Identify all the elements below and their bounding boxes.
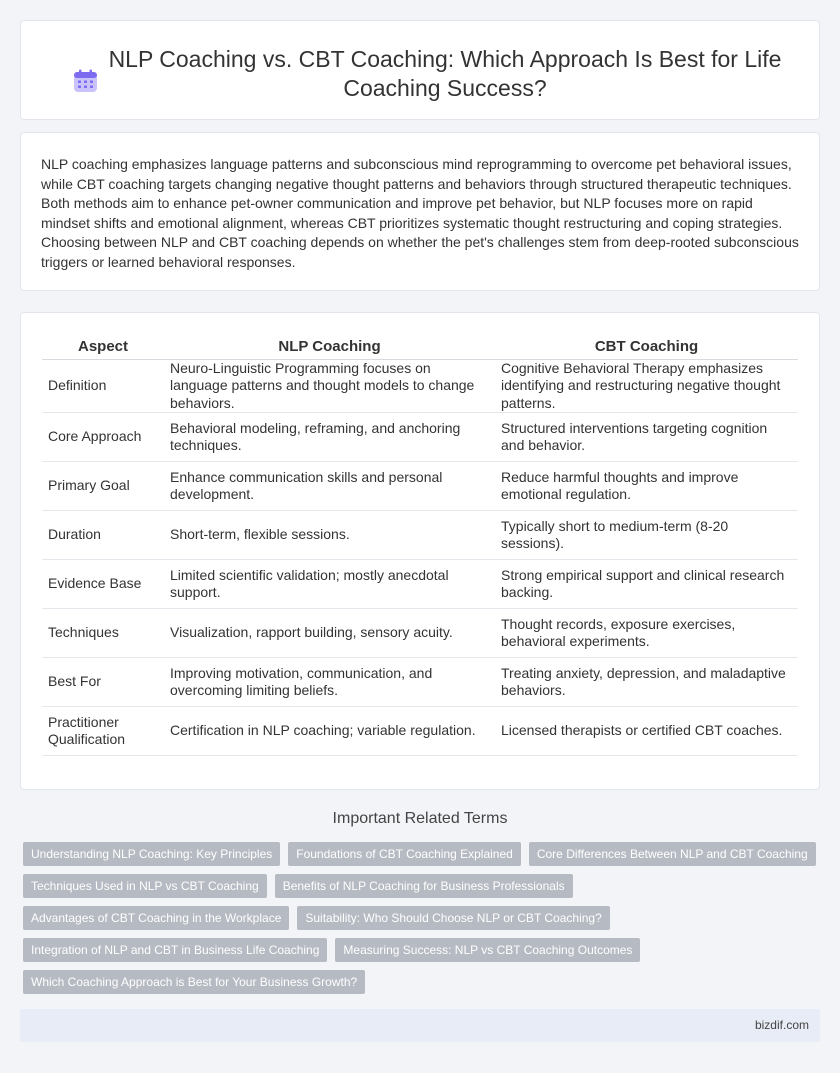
nlp-cell: Enhance communication skills and personal development. [164, 462, 495, 511]
intro-paragraph: NLP coaching emphasizes language patterns and subconscious mind reprogramming to overcome pet behavioral issues, while CBT coaching targets changing negative thought patterns and behaviors through structured therapeutic techniques. Both methods aim to enhance pet-owner communication and improve pet behavior, but NLP focuses more on rapid mindset shifts and emotional alignment, whereas CBT prioritizes systematic thought restructuring and coping strategies. Choosing between NLP and CBT coaching depends on whether the pet's challenges stem from deep-rooted subconscious triggers or learned behavioral responses. [41, 156, 799, 270]
table-row [42, 359, 798, 413]
aspect-cell: Practitioner Qualification [42, 707, 164, 756]
footer-site-link[interactable]: bizdif.com [754, 1018, 809, 1032]
nlp-cell: Behavioral modeling, reframing, and anchoring techniques. [164, 413, 495, 462]
comparison-table-card [20, 312, 820, 790]
related-terms-list [23, 842, 823, 1002]
cbt-cell: Reduce harmful thoughts and improve emotional regulation. [495, 462, 798, 511]
footer [20, 1009, 820, 1042]
table-row [42, 511, 798, 560]
related-term-link[interactable]: Core Differences Between NLP and CBT Coaching [529, 842, 816, 866]
nlp-cell: Neuro-Linguistic Programming focuses on language patterns and thought models to change behaviors. [164, 359, 495, 413]
related-terms-heading: Important Related Terms [332, 810, 508, 827]
table-row [42, 462, 798, 511]
table-row [42, 413, 798, 462]
related-term-link[interactable]: Advantages of CBT Coaching in the Workplace [23, 906, 289, 930]
table-row [42, 658, 798, 707]
table-row [42, 609, 798, 658]
intro-card [20, 132, 820, 291]
cbt-cell: Structured interventions targeting cognition and behavior. [495, 413, 798, 462]
nlp-cell: Visualization, rapport building, sensory acuity. [164, 609, 495, 658]
related-term-link[interactable]: Which Coaching Approach is Best for Your Business Growth? [23, 970, 365, 994]
column-header-aspect: Aspect [42, 333, 164, 359]
related-term-link[interactable]: Suitability: Who Should Choose NLP or CBT Coaching? [297, 906, 609, 930]
nlp-cell: Short-term, flexible sessions. [164, 511, 495, 560]
aspect-cell: Evidence Base [42, 560, 164, 609]
table-row [42, 560, 798, 609]
related-term-link[interactable]: Understanding NLP Coaching: Key Principles [23, 842, 280, 866]
aspect-cell: Duration [42, 511, 164, 560]
cbt-cell: Typically short to medium-term (8-20 sessions). [495, 511, 798, 560]
table-row [42, 707, 798, 756]
related-term-link[interactable]: Benefits of NLP Coaching for Business Professionals [275, 874, 573, 898]
page-title: NLP Coaching vs. CBT Coaching: Which Approach Is Best for Life Coaching Success? [108, 46, 782, 101]
column-header-nlp: NLP Coaching [164, 333, 495, 359]
nlp-cell: Improving motivation, communication, and overcoming limiting beliefs. [164, 658, 495, 707]
nlp-cell: Limited scientific validation; mostly anecdotal support. [164, 560, 495, 609]
column-header-cbt: CBT Coaching [495, 333, 798, 359]
table-header-row [42, 333, 798, 359]
comparison-table [42, 333, 798, 756]
header-card [20, 20, 820, 120]
related-term-link[interactable]: Measuring Success: NLP vs CBT Coaching Outcomes [335, 938, 640, 962]
cbt-cell: Strong empirical support and clinical research backing. [495, 560, 798, 609]
aspect-cell: Techniques [42, 609, 164, 658]
cbt-cell: Treating anxiety, depression, and maladaptive behaviors. [495, 658, 798, 707]
aspect-cell: Primary Goal [42, 462, 164, 511]
related-term-link[interactable]: Techniques Used in NLP vs CBT Coaching [23, 874, 267, 898]
aspect-cell: Definition [42, 359, 164, 413]
related-term-link[interactable]: Foundations of CBT Coaching Explained [288, 842, 521, 866]
cbt-cell: Licensed therapists or certified CBT coaches. [495, 707, 798, 756]
nlp-cell: Certification in NLP coaching; variable regulation. [164, 707, 495, 756]
related-term-link[interactable]: Integration of NLP and CBT in Business Life Coaching [23, 938, 327, 962]
aspect-cell: Core Approach [42, 413, 164, 462]
aspect-cell: Best For [42, 658, 164, 707]
cbt-cell: Cognitive Behavioral Therapy emphasizes identifying and restructuring negative thought patterns. [495, 359, 798, 413]
cbt-cell: Thought records, exposure exercises, behavioral experiments. [495, 609, 798, 658]
